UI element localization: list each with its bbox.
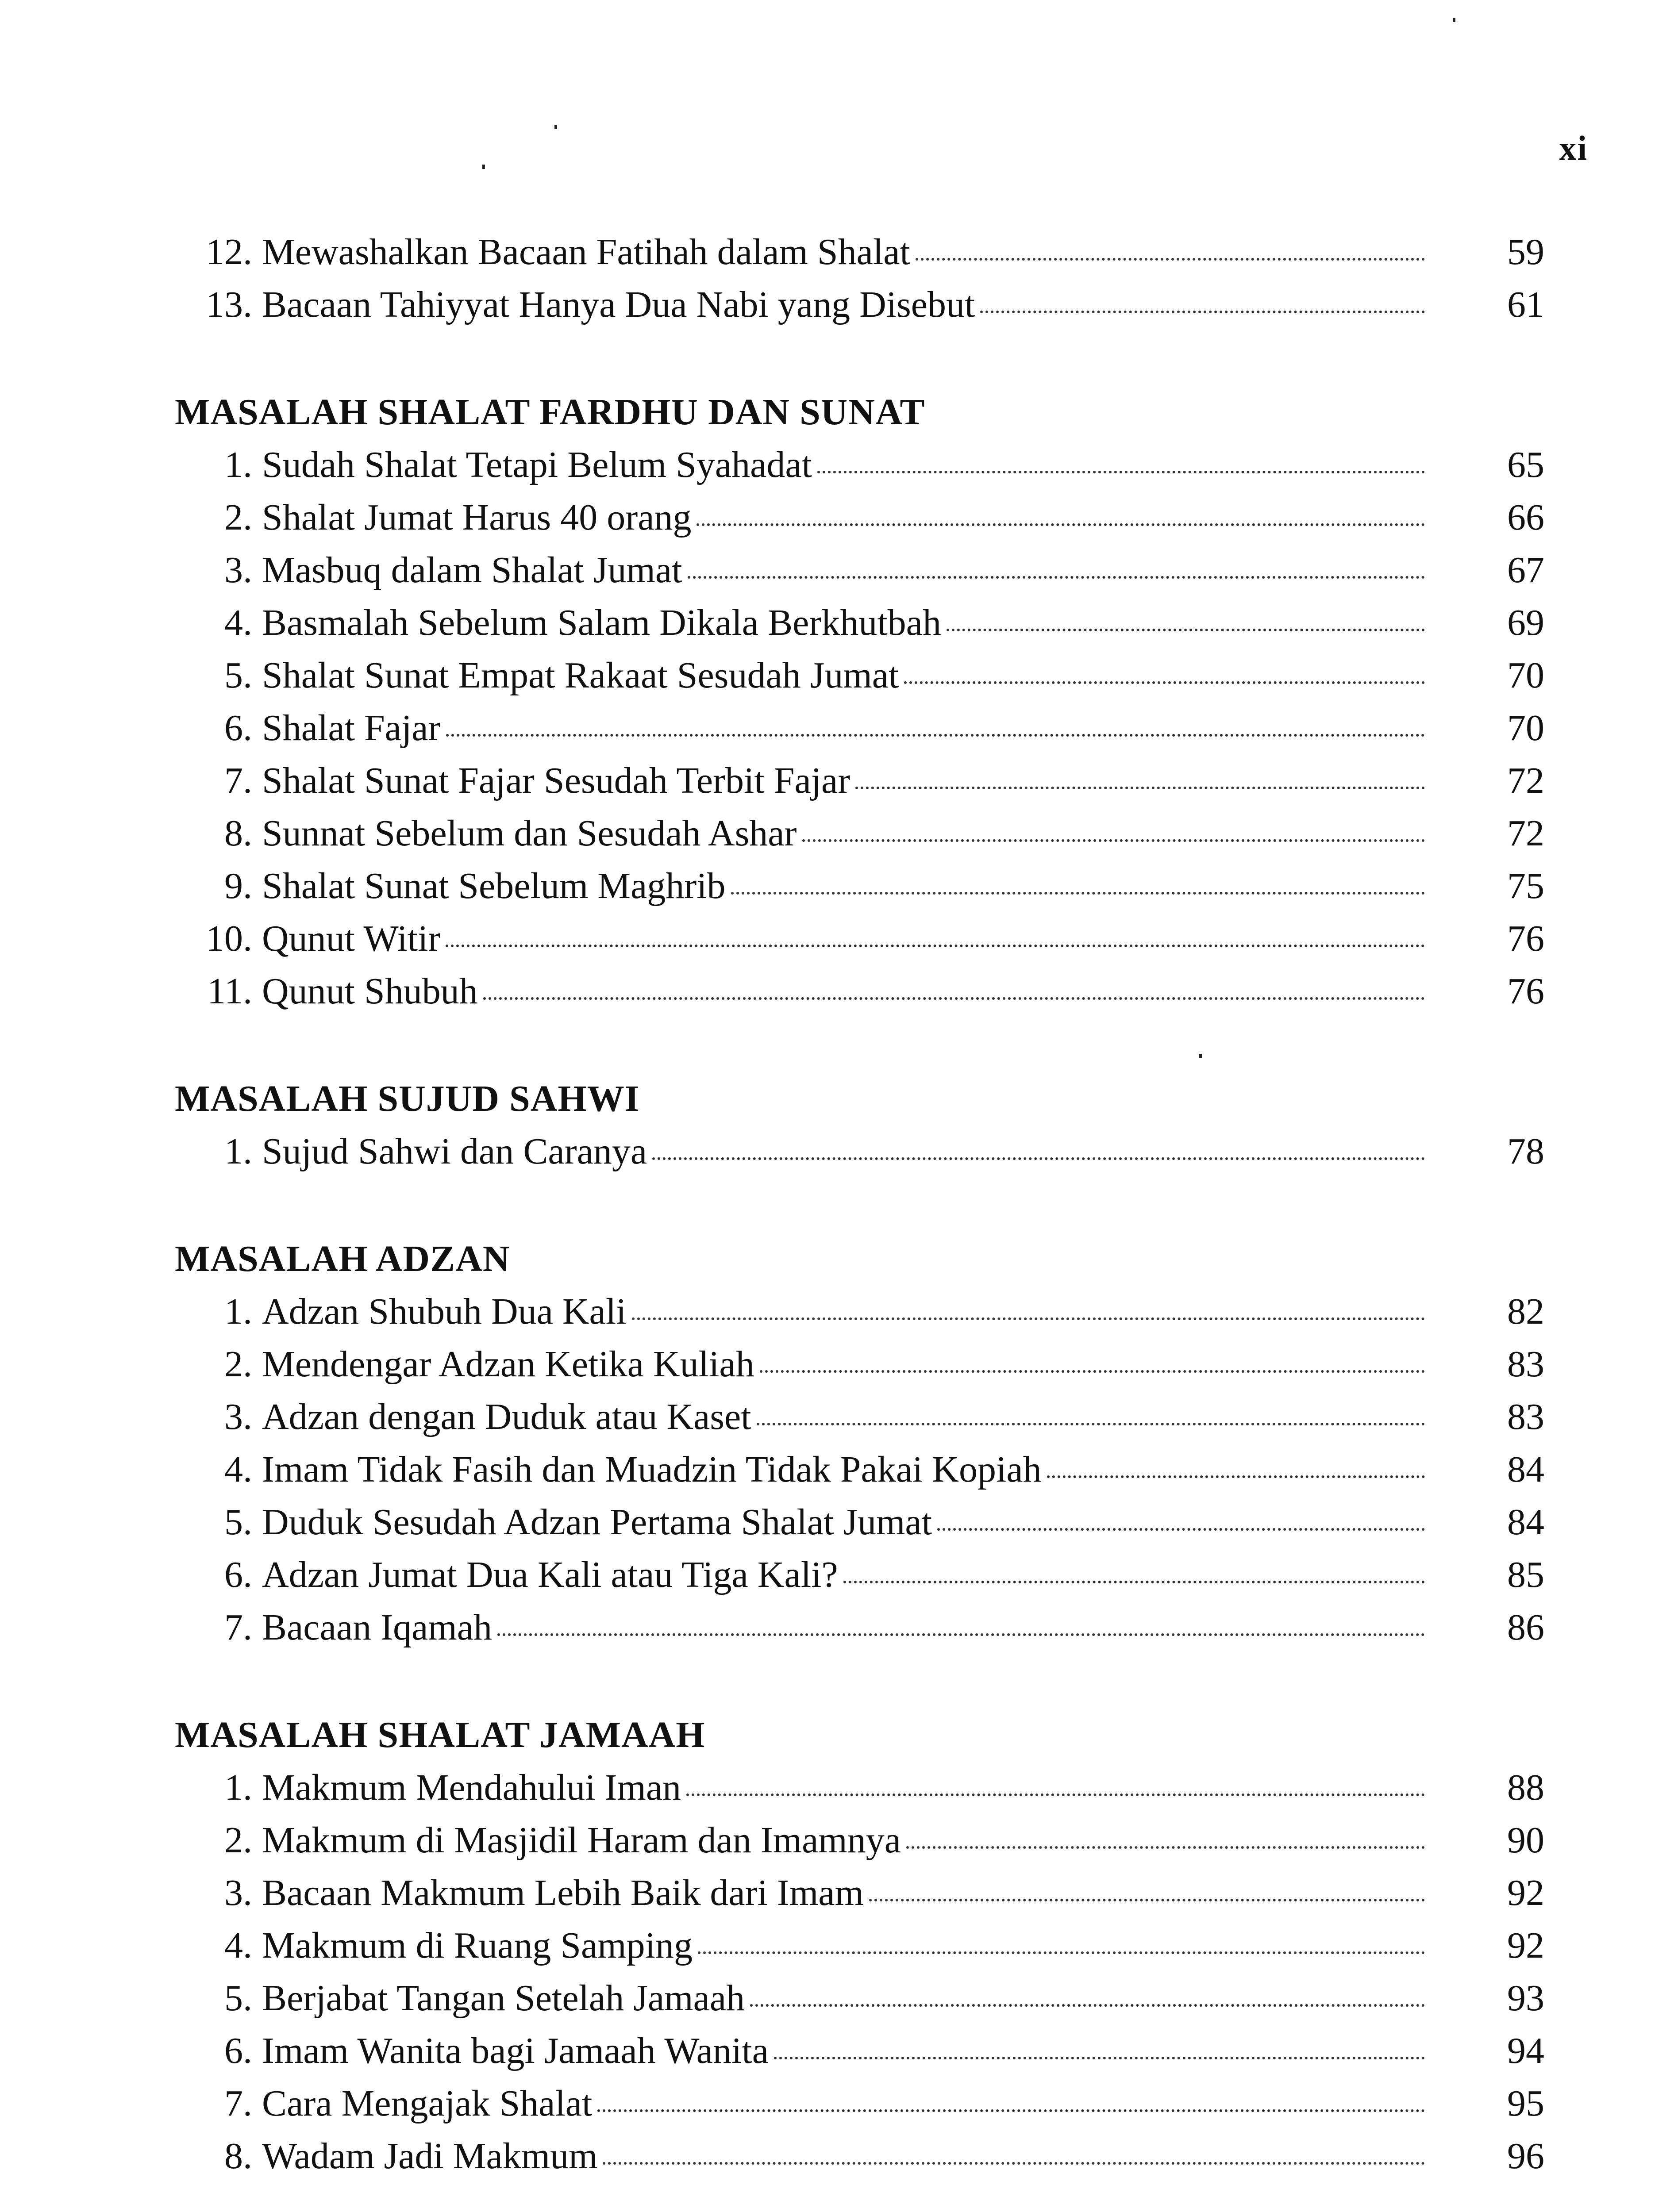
- dot-leader: [1047, 1475, 1425, 1478]
- entry-number: 8.: [224, 813, 252, 854]
- entry-page: 69: [1507, 602, 1544, 643]
- dot-leader: [750, 2004, 1425, 2007]
- entry-number: 3.: [224, 1396, 252, 1437]
- toc-entry: [175, 1814, 1544, 1866]
- entry-title: Mewashalkan Bacaan Fatihah dalam Shalat: [262, 231, 910, 273]
- dot-leader: [904, 681, 1425, 684]
- toc-entry: [175, 1601, 1544, 1654]
- entry-page: 88: [1507, 1767, 1544, 1808]
- table-of-contents: [175, 226, 1544, 2182]
- toc-section: [175, 1709, 1544, 2182]
- entry-page: 92: [1507, 1925, 1544, 1966]
- toc-entry: [175, 1548, 1544, 1601]
- scan-speck: [1199, 1054, 1202, 1058]
- section-title: MASALAH SUJUD SAHWI: [175, 1078, 640, 1119]
- scan-speck: [554, 125, 557, 129]
- entry-page: 67: [1507, 549, 1544, 591]
- dot-leader: [597, 2109, 1425, 2112]
- entry-number: 1.: [224, 1131, 252, 1172]
- entry-page: 70: [1507, 655, 1544, 696]
- dot-leader: [757, 1423, 1425, 1425]
- section-title: MASALAH SHALAT JAMAAH: [175, 1714, 705, 1755]
- entry-number: 3.: [224, 549, 252, 591]
- entry-title: Bacaan Tahiyyat Hanya Dua Nabi yang Disebut: [262, 284, 975, 325]
- entry-page: 84: [1507, 1449, 1544, 1490]
- entry-number: 7.: [224, 1607, 252, 1648]
- entry-number: 6.: [224, 707, 252, 749]
- dot-leader: [688, 576, 1425, 579]
- entry-number: 9.: [224, 865, 252, 906]
- page-number: xi: [1559, 129, 1588, 167]
- entry-page: 76: [1507, 918, 1544, 959]
- dot-leader: [855, 787, 1425, 789]
- entry-title: Makmum di Ruang Samping: [262, 1925, 693, 1966]
- dot-leader: [774, 2057, 1425, 2059]
- toc-entry: [175, 649, 1544, 702]
- dot-leader: [446, 734, 1425, 737]
- entry-number: 1.: [224, 1291, 252, 1332]
- entry-page: 72: [1507, 813, 1544, 854]
- entry-title: Imam Tidak Fasih dan Muadzin Tidak Pakai Kopiah: [262, 1449, 1042, 1490]
- entry-page: 70: [1507, 707, 1544, 749]
- entry-title: Shalat Fajar: [262, 707, 441, 749]
- toc-entry: [175, 1972, 1544, 2024]
- entry-title: Adzan Shubuh Dua Kali: [262, 1291, 627, 1332]
- entry-page: 76: [1507, 971, 1544, 1012]
- dot-leader: [817, 471, 1425, 473]
- entry-page: 85: [1507, 1554, 1544, 1595]
- toc-entry: [175, 2130, 1544, 2182]
- entry-number: 1.: [224, 444, 252, 485]
- toc-entry: [175, 807, 1544, 860]
- entry-title: Qunut Witir: [262, 918, 441, 959]
- dot-leader: [843, 1581, 1425, 1583]
- entry-number: 6.: [224, 1554, 252, 1595]
- dot-leader: [446, 945, 1425, 947]
- entry-page: 83: [1507, 1396, 1544, 1437]
- toc-entry: [175, 860, 1544, 912]
- toc-entry: [175, 912, 1544, 965]
- entry-page: 96: [1507, 2135, 1544, 2177]
- entry-page: 59: [1507, 231, 1544, 273]
- entry-page: 93: [1507, 1978, 1544, 2019]
- entry-title: Shalat Jumat Harus 40 orang: [262, 497, 692, 538]
- entry-page: 84: [1507, 1502, 1544, 1543]
- dot-leader: [603, 2162, 1425, 2165]
- dot-leader: [632, 1317, 1425, 1320]
- entry-number: 12.: [206, 231, 252, 273]
- entry-title: Qunut Shubuh: [262, 971, 478, 1012]
- entry-number: 5.: [224, 1978, 252, 2019]
- entry-title: Sunnat Sebelum dan Sesudah Ashar: [262, 813, 797, 854]
- dot-leader: [937, 1528, 1425, 1531]
- dot-leader: [947, 629, 1425, 631]
- entry-page: 61: [1507, 284, 1544, 325]
- entry-title: Imam Wanita bagi Jamaah Wanita: [262, 2030, 769, 2071]
- toc-entry: [175, 965, 1544, 1018]
- entry-number: 2.: [224, 1820, 252, 1861]
- entry-title: Masbuq dalam Shalat Jumat: [262, 549, 682, 591]
- entry-title: Shalat Sunat Fajar Sesudah Terbit Fajar: [262, 760, 850, 801]
- entry-page: 92: [1507, 1872, 1544, 1913]
- scan-speck: [482, 165, 485, 169]
- dot-leader: [869, 1899, 1425, 1901]
- entry-title: Sudah Shalat Tetapi Belum Syahadat: [262, 444, 812, 485]
- toc-entry: [175, 1761, 1544, 1814]
- entry-page: 66: [1507, 497, 1544, 538]
- entry-title: Makmum di Masjidil Haram dan Imamnya: [262, 1820, 901, 1861]
- entry-title: Adzan dengan Duduk atau Kaset: [262, 1396, 751, 1437]
- toc-entry: [175, 596, 1544, 649]
- entry-number: 10.: [206, 918, 252, 959]
- entry-number: 8.: [224, 2135, 252, 2177]
- dot-leader: [686, 1793, 1425, 1796]
- toc-entry: [175, 1338, 1544, 1390]
- dot-leader: [802, 839, 1425, 842]
- entry-title: Shalat Sunat Empat Rakaat Sesudah Jumat: [262, 655, 899, 696]
- dot-leader: [760, 1370, 1425, 1373]
- entry-title: Bacaan Makmum Lebih Baik dari Imam: [262, 1872, 864, 1913]
- entry-number: 4.: [224, 1925, 252, 1966]
- toc-entry: [175, 544, 1544, 596]
- entry-title: Basmalah Sebelum Salam Dikala Berkhutbah: [262, 602, 941, 643]
- toc-section: [175, 226, 1544, 331]
- entry-title: Bacaan Iqamah: [262, 1607, 493, 1648]
- entry-number: 1.: [224, 1767, 252, 1808]
- entry-title: Berjabat Tangan Setelah Jamaah: [262, 1978, 745, 2019]
- dot-leader: [731, 892, 1425, 895]
- toc-entry: [175, 491, 1544, 544]
- entry-number: 4.: [224, 1449, 252, 1490]
- entry-page: 95: [1507, 2083, 1544, 2124]
- toc-entry: [175, 1866, 1544, 1919]
- entry-page: 78: [1507, 1131, 1544, 1172]
- entry-number: 4.: [224, 602, 252, 643]
- entry-number: 5.: [224, 1502, 252, 1543]
- toc-entry: [175, 438, 1544, 491]
- toc-entry: [175, 2024, 1544, 2077]
- section-title: MASALAH SHALAT FARDHU DAN SUNAT: [175, 392, 925, 433]
- entry-page: 94: [1507, 2030, 1544, 2071]
- entry-title: Sujud Sahwi dan Caranya: [262, 1131, 647, 1172]
- toc-entry: [175, 702, 1544, 754]
- toc-section: [175, 386, 1544, 1018]
- entry-number: 2.: [224, 497, 252, 538]
- entry-title: Wadam Jadi Makmum: [262, 2135, 598, 2177]
- entry-title: Makmum Mendahului Iman: [262, 1767, 681, 1808]
- entry-number: 7.: [224, 760, 252, 801]
- dot-leader: [698, 1951, 1425, 1954]
- toc-entry: [175, 1443, 1544, 1496]
- entry-title: Adzan Jumat Dua Kali atau Tiga Kali?: [262, 1554, 838, 1595]
- dot-leader: [906, 1846, 1425, 1849]
- dot-leader: [916, 258, 1425, 261]
- entry-page: 82: [1507, 1291, 1544, 1332]
- dot-leader: [483, 997, 1425, 1000]
- entry-number: 6.: [224, 2030, 252, 2071]
- entry-title: Shalat Sunat Sebelum Maghrib: [262, 865, 726, 906]
- entry-number: 7.: [224, 2083, 252, 2124]
- toc-entry: [175, 1285, 1544, 1338]
- entry-number: 5.: [224, 655, 252, 696]
- toc-entry: [175, 1919, 1544, 1972]
- entry-title: Cara Mengajak Shalat: [262, 2083, 593, 2124]
- section-title: MASALAH ADZAN: [175, 1238, 510, 1279]
- entry-title: Duduk Sesudah Adzan Pertama Shalat Jumat: [262, 1502, 932, 1543]
- dot-leader: [652, 1157, 1425, 1160]
- entry-page: 75: [1507, 865, 1544, 906]
- scan-speck: [1453, 18, 1455, 22]
- entry-number: 11.: [207, 971, 252, 1012]
- entry-page: 65: [1507, 444, 1544, 485]
- entry-page: 90: [1507, 1820, 1544, 1861]
- dot-leader: [497, 1633, 1425, 1636]
- entry-title: Mendengar Adzan Ketika Kuliah: [262, 1344, 754, 1385]
- dot-leader: [697, 523, 1425, 526]
- toc-entry: [175, 278, 1544, 331]
- toc-entry: [175, 1496, 1544, 1548]
- toc-entry: [175, 1390, 1544, 1443]
- entry-number: 2.: [224, 1344, 252, 1385]
- toc-entry: [175, 2077, 1544, 2130]
- toc-section: [175, 1073, 1544, 1178]
- toc-entry: [175, 226, 1544, 278]
- entry-number: 13.: [206, 284, 252, 325]
- dot-leader: [980, 311, 1425, 313]
- toc-entry: [175, 754, 1544, 807]
- entry-page: 83: [1507, 1344, 1544, 1385]
- toc-entry: [175, 1125, 1544, 1178]
- toc-section: [175, 1233, 1544, 1654]
- entry-number: 3.: [224, 1872, 252, 1913]
- entry-page: 72: [1507, 760, 1544, 801]
- entry-page: 86: [1507, 1607, 1544, 1648]
